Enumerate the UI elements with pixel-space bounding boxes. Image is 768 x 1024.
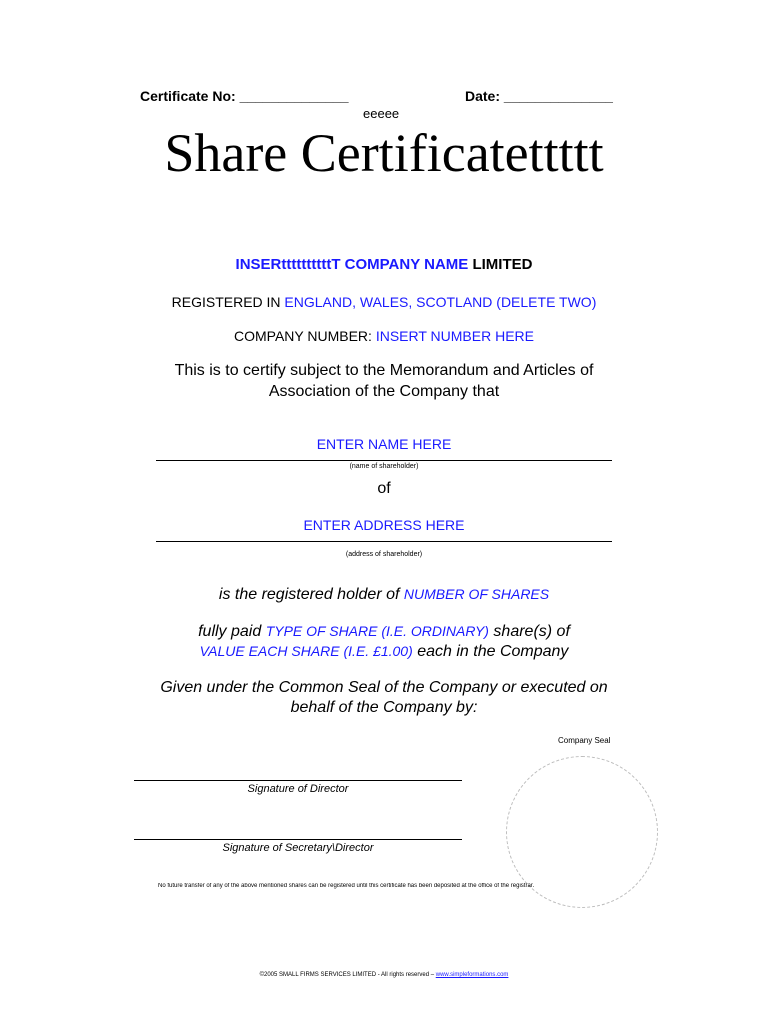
certificate-number-field	[140, 88, 349, 104]
certificate-number-label: Certificate No:	[140, 88, 236, 104]
secretary-signature-line	[134, 839, 462, 840]
secretary-signature-label: Signature of Secretary\Director	[222, 842, 374, 854]
shareholder-name-value: ENTER NAME HERE	[316, 436, 452, 452]
company-number-label: COMPANY NUMBER:	[233, 328, 372, 344]
date-blank: ______________	[503, 88, 613, 104]
company-name-suffix: LIMITED	[472, 256, 533, 273]
company-number-value: INSERT NUMBER HERE	[375, 328, 535, 344]
share-value-line	[0, 643, 768, 661]
holder-line	[0, 586, 768, 604]
shares-of-text: share(s) of	[493, 623, 570, 640]
footer	[0, 972, 768, 978]
holder-text: is the registered holder of	[218, 586, 400, 603]
fully-paid-line	[0, 623, 768, 641]
transfer-note: No future transfer of any of the above mentioned shares can be registered until this certificate has been deposited at the office of the registrar.	[158, 883, 535, 889]
company-number-line	[0, 328, 768, 344]
shareholder-name-caption: (name of shareholder)	[349, 463, 419, 470]
certify-text-line-2: Association of the Company that	[268, 383, 500, 400]
director-signature-label: Signature of Director	[247, 783, 349, 795]
shareholder-address-value: ENTER ADDRESS HERE	[303, 517, 465, 533]
company-name-placeholder: INSERttttttttttT COMPANY NAME	[235, 256, 469, 273]
each-in-company-text: each in the Company	[417, 643, 569, 660]
shareholder-address-rule	[156, 541, 612, 542]
date-field	[465, 88, 613, 104]
share-type-value: TYPE OF SHARE (I.E. ORDINARY)	[265, 623, 489, 639]
certificate-title: Share Certificatettttt	[164, 123, 604, 183]
registered-value: ENGLAND, WALES, SCOTLAND (DELETE TWO)	[284, 294, 597, 310]
footer-copyright: ©2005 SMALL FIRMS SERVICES LIMITED - All rights reserved –	[259, 972, 436, 978]
seal-statement-line-2: behalf of the Company by:	[290, 699, 478, 716]
company-name-line	[0, 256, 768, 273]
certify-text-line-1: This is to certify subject to the Memorandum and Articles of	[174, 362, 594, 379]
director-signature-line	[134, 780, 462, 781]
stray-text: eeeee	[363, 106, 400, 121]
shareholder-address-caption: (address of shareholder)	[345, 551, 423, 558]
number-of-shares-value: NUMBER OF SHARES	[403, 586, 550, 602]
registered-line	[0, 294, 768, 310]
date-label: Date:	[465, 88, 501, 104]
fully-paid-text: fully paid	[198, 623, 262, 640]
of-text: of	[377, 480, 391, 497]
share-value-value: VALUE EACH SHARE (I.E. £1.00)	[199, 643, 413, 659]
seal-statement-line-1: Given under the Common Seal of the Company or executed on	[160, 679, 608, 696]
shareholder-name-rule	[156, 460, 612, 461]
company-seal-label: Company Seal	[558, 736, 611, 745]
registered-label: REGISTERED IN	[171, 294, 281, 310]
footer-link[interactable]: www.simpleformations.com	[435, 972, 509, 978]
certificate-number-blank: ______________	[239, 88, 349, 104]
